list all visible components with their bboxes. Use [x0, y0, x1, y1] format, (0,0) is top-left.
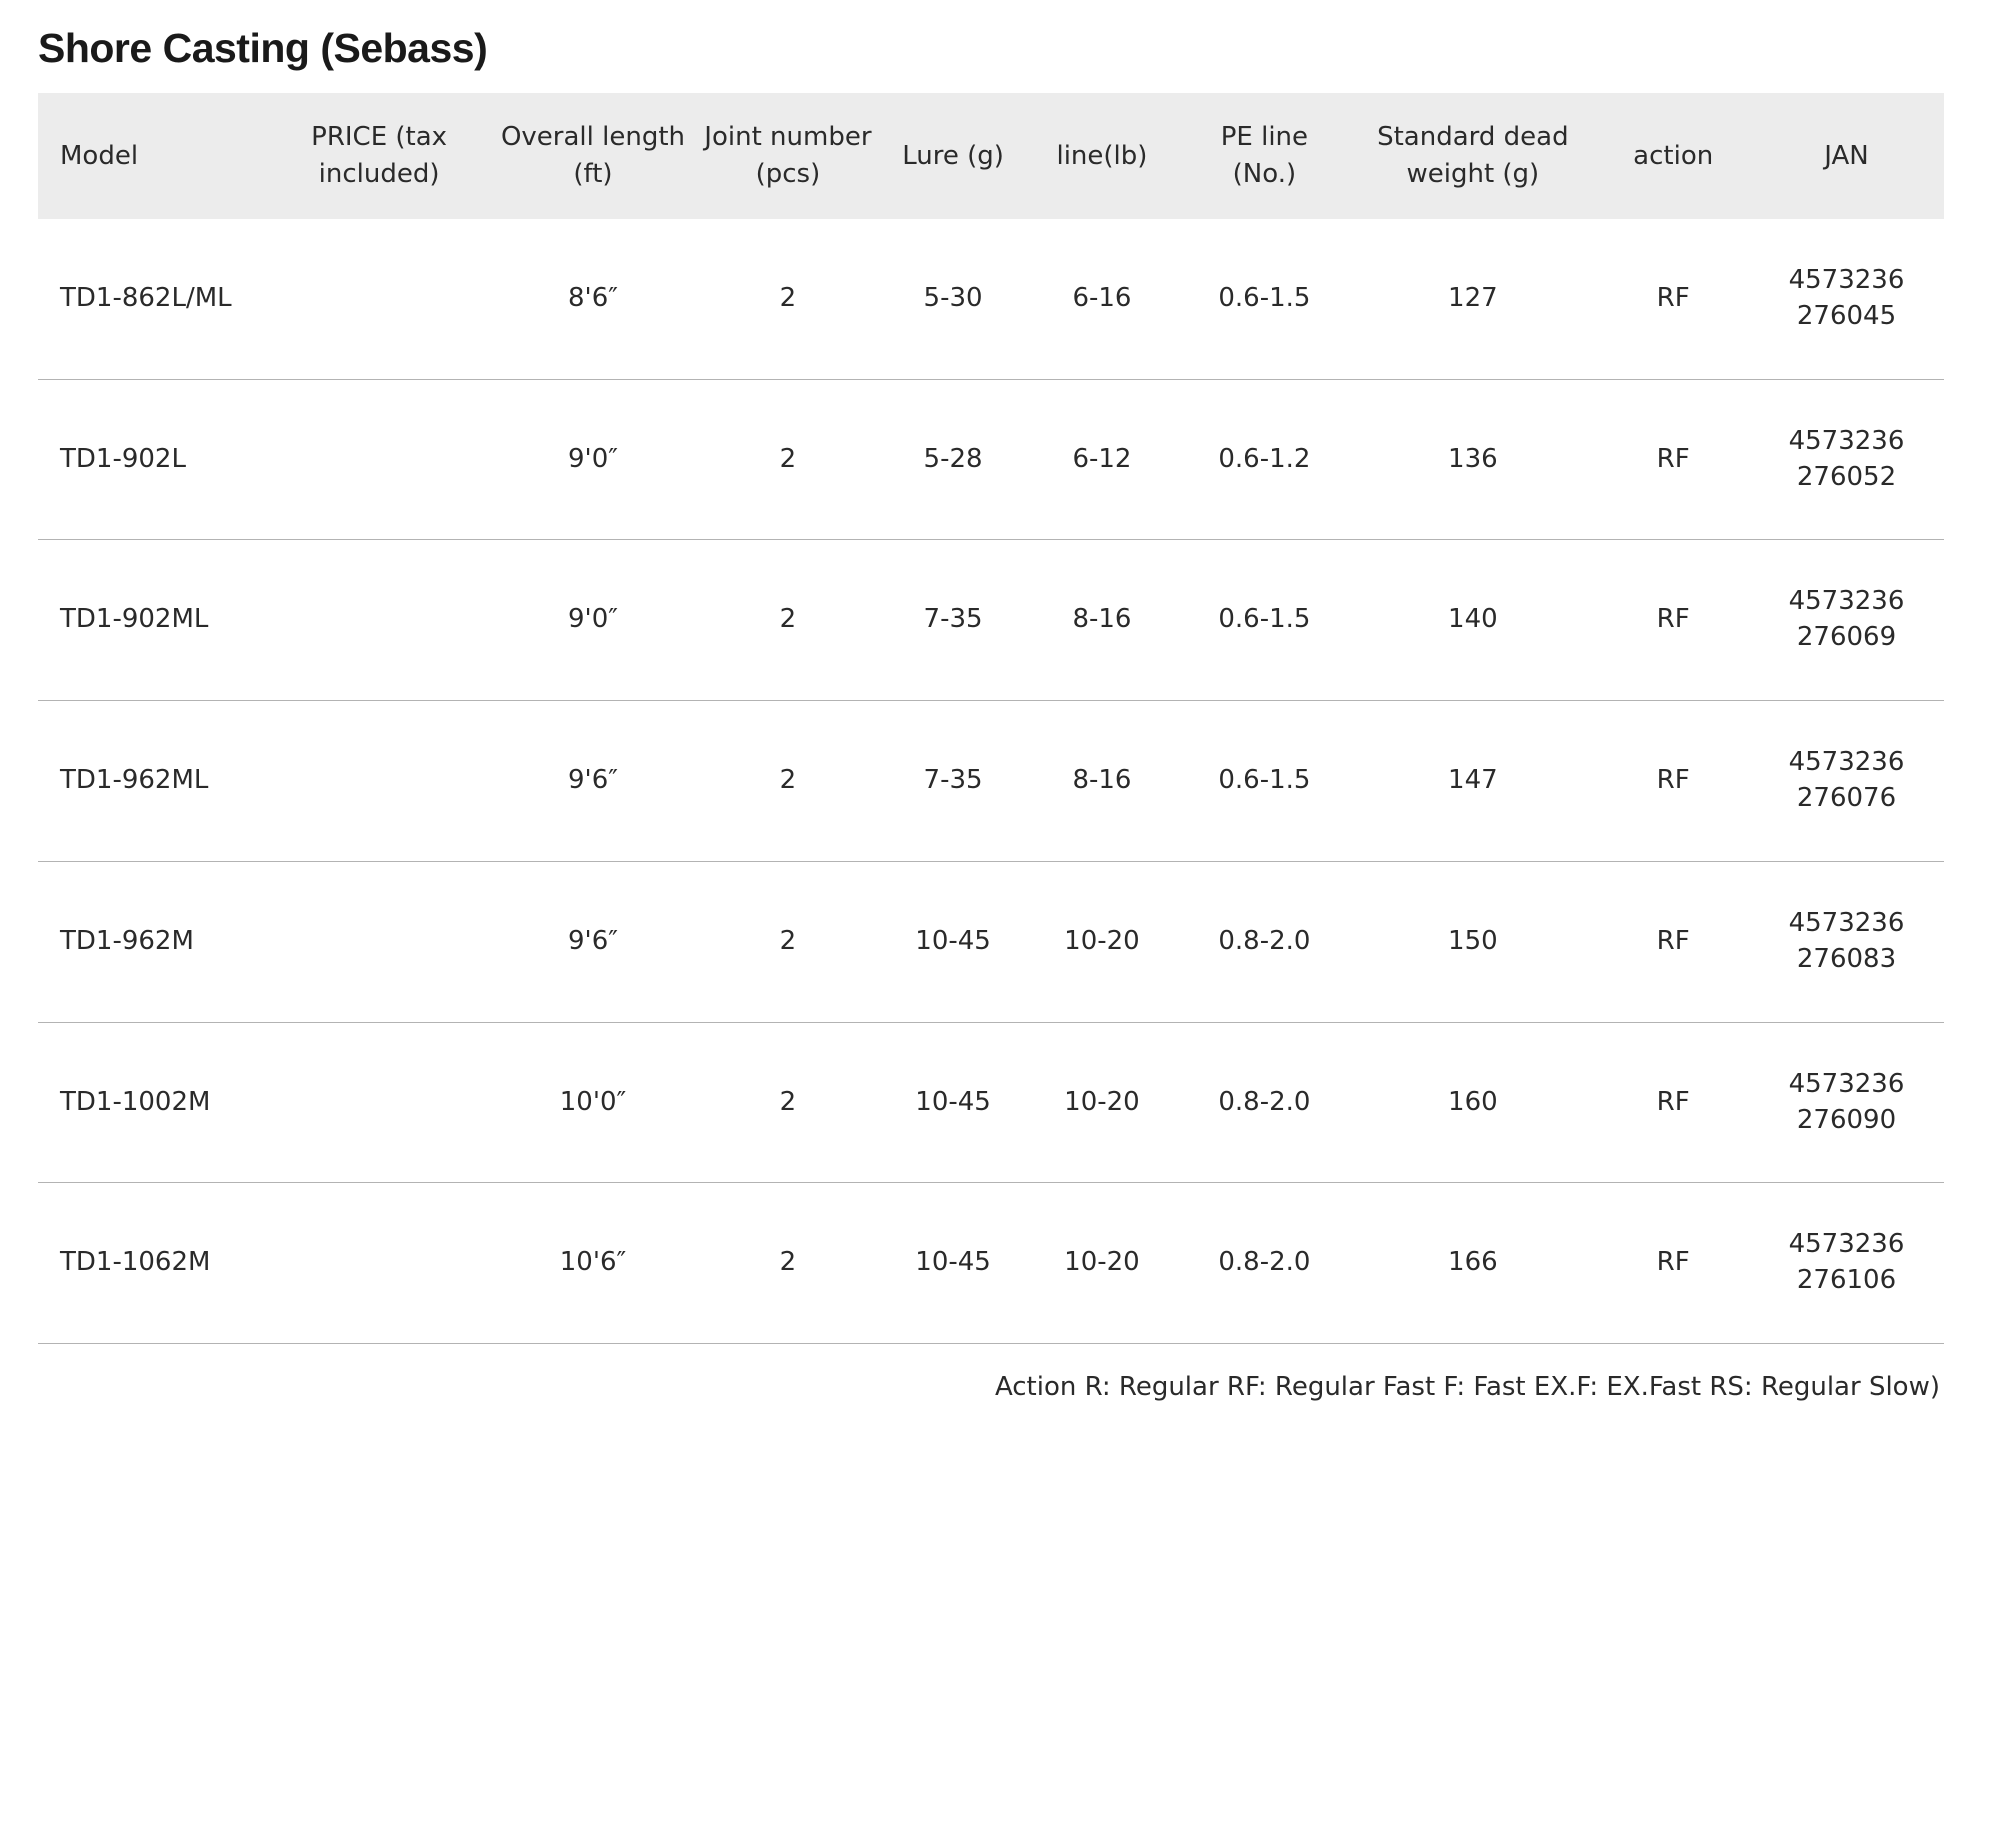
cell-pe: 0.8-2.0 [1180, 1022, 1348, 1183]
specification-table [38, 93, 1944, 1344]
table-body [38, 219, 1944, 1344]
column-header-model: Model [60, 140, 139, 171]
column-header-standard-dead-weight: Standard dead weight (g) [1377, 122, 1569, 189]
column-header-joint-number: Joint number (pcs) [704, 122, 872, 189]
cell-model: TD1-1062M [38, 1183, 265, 1344]
cell-weight: 127 [1348, 219, 1597, 379]
cell-pe: 0.6-1.5 [1180, 219, 1348, 379]
action-legend-footnote: Action R: Regular RF: Regular Fast F: Fast EX.F: EX.Fast RS: Regular Slow) [994, 1372, 1940, 1403]
cell-lure: 5-30 [883, 219, 1024, 379]
column-header-action: action [1633, 140, 1714, 171]
cell-length: 8'6″ [493, 219, 693, 379]
cell-jan: 4573236 276083 [1749, 861, 1944, 1022]
cell-lure: 7-35 [883, 701, 1024, 862]
cell-jan: 4573236 276069 [1749, 540, 1944, 701]
cell-length: 9'0″ [493, 379, 693, 540]
table-header [38, 93, 1944, 219]
cell-pe: 0.6-1.5 [1180, 701, 1348, 862]
cell-joint: 2 [693, 379, 883, 540]
cell-line: 6-12 [1023, 379, 1180, 540]
cell-model: TD1-902ML [38, 540, 265, 701]
cell-joint: 2 [693, 1183, 883, 1344]
cell-lure: 5-28 [883, 379, 1024, 540]
table-header-row [38, 93, 1944, 219]
table-row [38, 1022, 1944, 1183]
cell-length: 10'0″ [493, 1022, 693, 1183]
cell-action: RF [1597, 219, 1749, 379]
cell-joint: 2 [693, 701, 883, 862]
cell-length: 9'6″ [493, 701, 693, 862]
column-header-pe-line: PE line (No.) [1220, 122, 1309, 189]
column-header-line: line(lb) [1056, 140, 1148, 171]
cell-action: RF [1597, 701, 1749, 862]
column-header-jan: JAN [1824, 140, 1869, 171]
cell-pe: 0.8-2.0 [1180, 1183, 1348, 1344]
cell-weight: 166 [1348, 1183, 1597, 1344]
cell-line: 8-16 [1023, 701, 1180, 862]
cell-length: 9'6″ [493, 861, 693, 1022]
cell-lure: 10-45 [883, 1022, 1024, 1183]
cell-weight: 140 [1348, 540, 1597, 701]
table-row [38, 1183, 1944, 1344]
cell-action: RF [1597, 379, 1749, 540]
cell-line: 8-16 [1023, 540, 1180, 701]
cell-line: 6-16 [1023, 219, 1180, 379]
cell-joint: 2 [693, 861, 883, 1022]
cell-pe: 0.8-2.0 [1180, 861, 1348, 1022]
cell-jan: 4573236 276045 [1749, 219, 1944, 379]
cell-jan: 4573236 276090 [1749, 1022, 1944, 1183]
cell-price [265, 219, 492, 379]
cell-action: RF [1597, 1183, 1749, 1344]
table-row [38, 701, 1944, 862]
cell-price [265, 379, 492, 540]
cell-line: 10-20 [1023, 861, 1180, 1022]
cell-price [265, 1183, 492, 1344]
page-title: Shore Casting (Sebass) [38, 25, 488, 71]
column-header-lure: Lure (g) [902, 140, 1004, 171]
table-row [38, 219, 1944, 379]
cell-action: RF [1597, 540, 1749, 701]
cell-model: TD1-862L/ML [38, 219, 265, 379]
cell-action: RF [1597, 1022, 1749, 1183]
table-row [38, 540, 1944, 701]
cell-joint: 2 [693, 540, 883, 701]
cell-weight: 150 [1348, 861, 1597, 1022]
cell-price [265, 861, 492, 1022]
cell-jan: 4573236 276106 [1749, 1183, 1944, 1344]
cell-price [265, 540, 492, 701]
cell-line: 10-20 [1023, 1022, 1180, 1183]
cell-action: RF [1597, 861, 1749, 1022]
cell-weight: 147 [1348, 701, 1597, 862]
cell-model: TD1-1002M [38, 1022, 265, 1183]
cell-lure: 7-35 [883, 540, 1024, 701]
column-header-overall-length: Overall length (ft) [500, 122, 686, 189]
cell-length: 10'6″ [493, 1183, 693, 1344]
cell-pe: 0.6-1.2 [1180, 379, 1348, 540]
cell-model: TD1-902L [38, 379, 265, 540]
cell-weight: 136 [1348, 379, 1597, 540]
cell-joint: 2 [693, 1022, 883, 1183]
cell-weight: 160 [1348, 1022, 1597, 1183]
cell-price [265, 701, 492, 862]
table-row [38, 379, 1944, 540]
cell-pe: 0.6-1.5 [1180, 540, 1348, 701]
table-row [38, 861, 1944, 1022]
cell-price [265, 1022, 492, 1183]
cell-jan: 4573236 276052 [1749, 379, 1944, 540]
cell-model: TD1-962ML [38, 701, 265, 862]
cell-model: TD1-962M [38, 861, 265, 1022]
cell-lure: 10-45 [883, 1183, 1024, 1344]
cell-line: 10-20 [1023, 1183, 1180, 1344]
column-header-price: PRICE (tax included) [311, 122, 448, 189]
cell-joint: 2 [693, 219, 883, 379]
cell-length: 9'0″ [493, 540, 693, 701]
cell-lure: 10-45 [883, 861, 1024, 1022]
cell-jan: 4573236 276076 [1749, 701, 1944, 862]
